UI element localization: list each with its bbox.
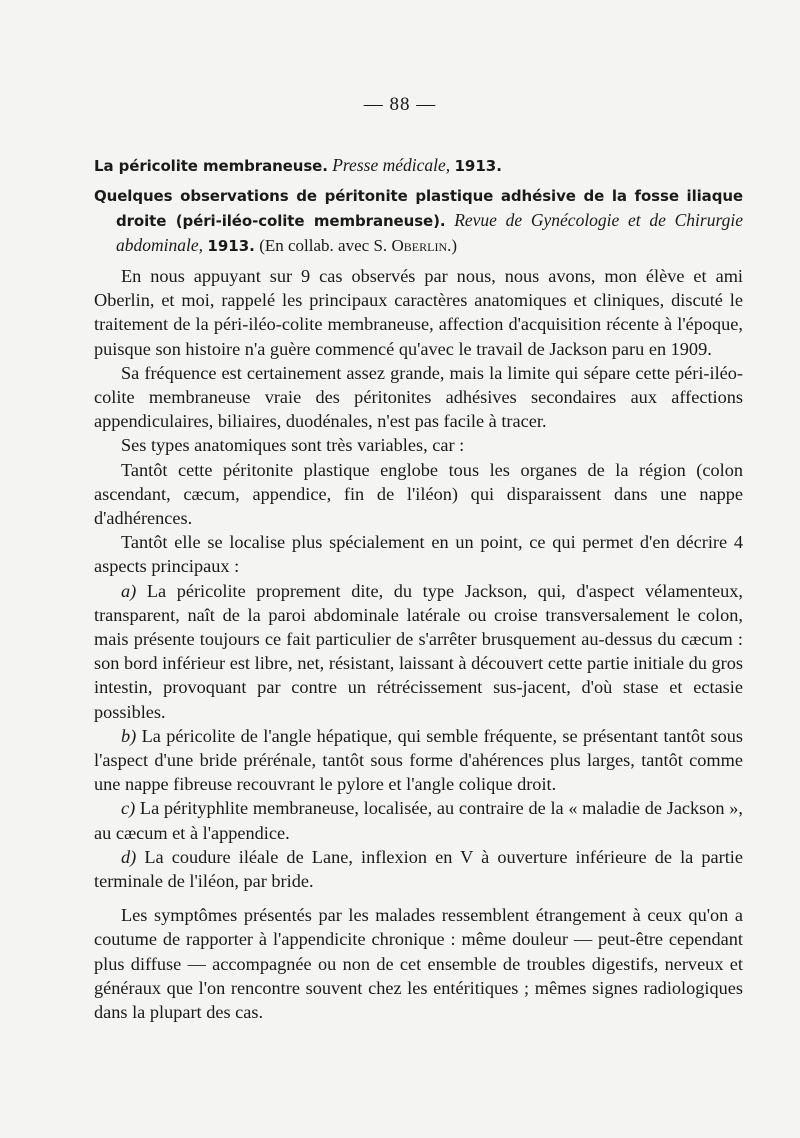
reference-year: 1913. xyxy=(454,157,502,175)
paragraph-diffuse: Tantôt cette péritonite plastique englobe tous les organes de la région (colon ascendant, cæcum, appendice, fin de l'iléon) qui disparaissent dans une nappe d'adhérences. xyxy=(94,459,743,529)
aspect-text: La coudure iléale de Lane, inflexion en V à ouverture inférieure de la partie terminale de l'iléon, par bride. xyxy=(94,846,743,892)
paragraph-aspect-c xyxy=(94,796,743,844)
paragraph-localized: Tantôt elle se localise plus spécialement en un point, ce qui permet d'en décrire 4 aspects principaux : xyxy=(94,532,743,577)
aspect-label: c) xyxy=(121,798,136,819)
aspect-label: d) xyxy=(121,846,137,867)
reference-year: 1913. xyxy=(207,237,255,255)
aspect-text: La péricolite de l'angle hépatique, qui semble fréquente, se présentant tantôt sous l'aspect d'une bride prérénale, tantôt sous forme d'ahérences plus larges, tantôt comme une nappe fibreuse recouvrant le pylore et l'angle colique droit. xyxy=(94,725,743,795)
reference-title: La péricolite membraneuse. xyxy=(94,157,328,175)
paragraph-aspect-b xyxy=(94,724,743,797)
reference-collab-suffix: .) xyxy=(447,236,458,255)
reference-journal: Revue de Gynécologie et de Chirurgie abdominale, xyxy=(116,210,743,255)
aspect-label: b) xyxy=(121,725,137,746)
paragraph-symptoms: Les symptômes présentés par les malades ressemblent étrangement à ceux qu'on a coutume de rapporter à l'appendicite chronique : même douleur — peut-être cependant plus diffuse — accompagnée ou non de cet ensemble de troubles digestifs, nerveux et généraux que l'on rencontre souvent chez les entéritiques ; mêmes signes radiologiques dans la plupart des cas. xyxy=(94,905,743,1023)
reference-entry xyxy=(94,153,743,178)
aspect-text: La péricolite proprement dite, du type Jackson, qui, d'aspect vélamenteux, transparent, naît de la paroi abdominale latérale ou croise transversalement le colon, mais présente toujours ce fait particulier de s'arrêter brusquement au-dessus du cæcum : son bord inférieur est libre, net, résistant, laissant à découvert cette partie initiale du gros intestin, provoquant par contre un rétrécissement sus-jacent, d'où stase et ectasie possibles. xyxy=(94,580,743,722)
reference-collab-name: Oberlin xyxy=(391,236,448,255)
reference-list xyxy=(94,153,743,263)
reference-entry xyxy=(94,183,743,258)
paragraph-aspect-a xyxy=(94,579,743,724)
paragraph-aspect-d xyxy=(94,845,743,893)
paragraph-intro: En nous appuyant sur 9 cas observés par nous, nous avons, mon élève et ami Oberlin, et moi, rappelé les principaux caractères anatomiques et cliniques, discuté le traitement de la péri-iléo-colite membraneuse, affection d'acquisition récente à l'époque, puisque son histoire n'a guère commencé qu'avec le travail de Jackson paru en 1909. xyxy=(94,266,743,359)
paragraph-types: Ses types anatomiques sont très variables, car : xyxy=(121,435,465,456)
page-number: — 88 — xyxy=(363,94,437,115)
reference-journal: Presse médicale, xyxy=(332,155,451,175)
reference-collab-prefix: (En collab. avec S. xyxy=(259,236,388,255)
body-text xyxy=(94,264,743,1024)
aspect-label: a) xyxy=(121,580,137,601)
aspect-text: La pérityphlite membraneuse, localisée, au contraire de la « maladie de Jackson », au cæcum et à l'appendice. xyxy=(94,798,743,843)
paragraph-frequency: Sa fréquence est certainement assez grande, mais la limite qui sépare cette péri-iléo-colite membraneuse vraie des péritonites adhésives secondaires aux affections appendiculaires, biliaires, duodénales, n'est pas facile à tracer. xyxy=(94,362,743,432)
reference-title: Quelques observations de péritonite plastique adhésive de la fosse iliaque droite (péri-iléo-colite membraneuse). xyxy=(94,187,743,230)
